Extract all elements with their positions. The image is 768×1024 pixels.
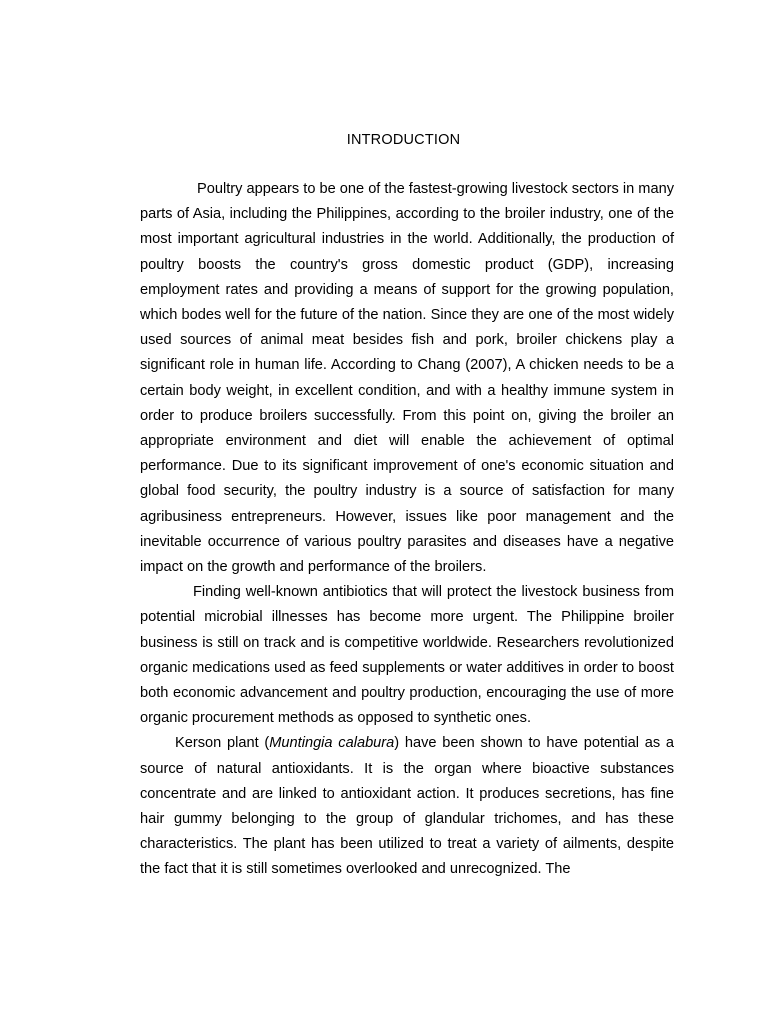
paragraph-kerson-plant (140, 731, 674, 882)
document-body (140, 177, 674, 883)
kerson-lead-text: Kerson plant ( (175, 735, 270, 752)
species-name: Muntingia calabura (269, 735, 395, 752)
kerson-rest-text: ) have been shown to have potential as a source of natural antioxidants. It is the organ where bioactive substances concentrate and are linked to antioxidant action. It produces secretions, has fine hair gummy belonging to the group of glandular trichomes, and has these characteristics. The plant has been utilized to treat a variety of ailments, despite the fact that it is still sometimes overlooked and unrecognized. The (140, 735, 674, 878)
paragraph-antibiotics: Finding well-known antibiotics that will protect the livestock business from potential microbial illnesses has become more urgent. The Philippine broiler business is still on track and is competitive worldwide. Researchers revolutionized organic medications used as feed supplements or water additives in order to boost both economic advancement and poultry production, encouraging the use of more organic procurement methods as opposed to synthetic ones. (140, 584, 674, 727)
section-heading: INTRODUCTION (346, 132, 461, 148)
paragraph-poultry-industry: Poultry appears to be one of the fastest-growing livestock sectors in many parts of Asia, including the Philippines, according to the broiler industry, one of the most important agricultural industries in the world. Additionally, the production of poultry boosts the country's gross domestic product (GDP), increasing employment rates and providing a means of support for the growing population, which bodes well for the future of the nation. Since they are one of the most widely used sources of animal meat besides fish and pork, broiler chickens play a significant role in human life. According to Chang (2007), A chicken needs to be a certain body weight, in excellent condition, and with a healthy immune system in order to produce broilers successfully. From this point on, giving the broiler an appropriate environment and diet will enable the achievement of optimal performance. Due to its significant improvement of one's economic situation and global food security, the poultry industry is a source of satisfaction for many agribusiness entrepreneurs. However, issues like poor management and the inevitable occurrence of various poultry parasites and diseases have a negative impact on the growth and performance of the broilers. (140, 181, 674, 576)
